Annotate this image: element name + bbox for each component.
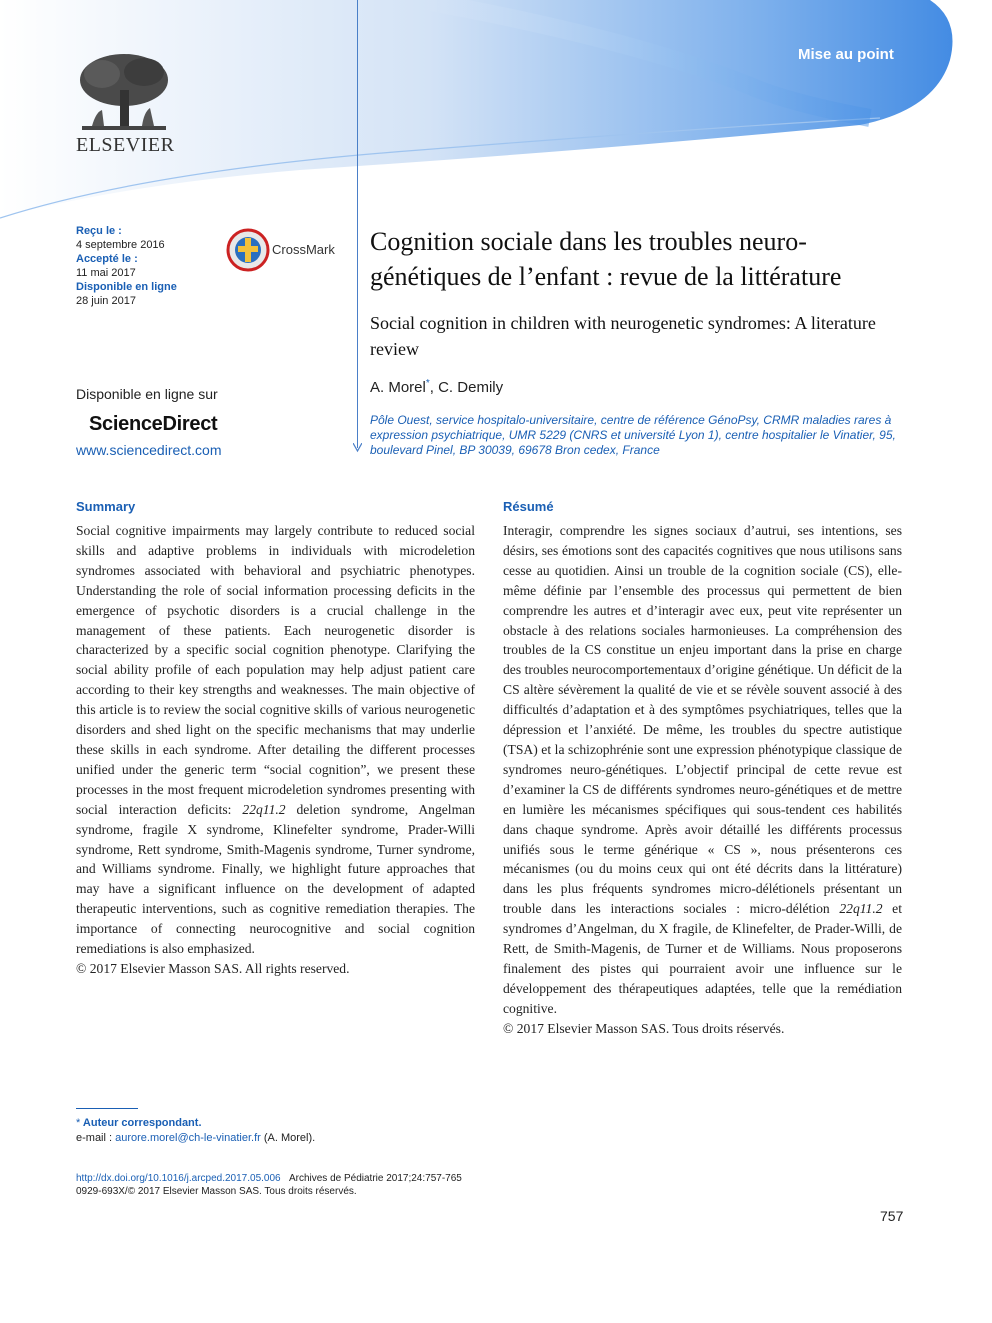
email-label: e-mail :: [76, 1132, 116, 1144]
summary-text-b: deletion syndrome, Angelman syndrome, fragile X syndrome, Klinefelter syndrome, Prader-Willi syndrome, Rett syndrome, Smith-Magenis syndrome, Turner syndrome, and Williams syndrome. Finally, we highlight future approaches that may have a significant influence on the development of adapted therapeutic interventions, such as cognitive remediation therapies. The importance of connecting neurocognitive and social cognition remediations is also emphasized.: [76, 801, 475, 957]
summary-heading: Summary: [76, 499, 136, 514]
crossmark-label: CrossMark: [272, 242, 335, 257]
email-link[interactable]: aurore.morel@ch-le-vinatier.fr: [115, 1132, 261, 1144]
email-suffix: (A. Morel).: [260, 1132, 316, 1144]
journal-citation: Archives de Pédiatrie 2017;24:757-765: [288, 1173, 462, 1184]
resume-text-b: et syndromes d’Angelman, du X fragile, de Klinefelter, de Prader-Willi, de Rett, de Smith-Magenis, de Turner et de Williams. Nous proposerons finalement des pistes qui pourraient avoir une influence sur le développement des thérapeutiques adaptées, telle que la remédiation cognitive.: [503, 901, 902, 1016]
article-title-en: Social cognition in children with neurogenetic syndromes: A literature review: [370, 313, 876, 359]
summary-text-a: Social cognitive impairments may largely contribute to reduced social skills and adaptive problems in individuals with microdeletion syndromes associated with behavioral and psychiatric phenotypes. Understanding the role of social information processing deficits in the emergence of psychotic disorders is a crucial challenge in the management of these patients. Each neurogenetic disorder is characterized by a specific social cognition phenotype. Clarifying the social ability profile of each population may help adjust patient care according to their key strengths and weaknesses. The main objective of this article is to review the social cognitive skills of various neurogenetic disorders and shed light on the specific mechanisms that may underlie these skills in each syndrome. After detailing the different processes unified under the generic term “social cognition”, we present these processes in the most frequent microdeletion syndromes presenting with social interaction deficits:: [76, 523, 475, 817]
sciencedirect-link[interactable]: www.sciencedirect.com: [76, 442, 222, 458]
accepted-date: 11 mai 2017: [76, 267, 136, 279]
page-number: 757: [880, 1208, 904, 1224]
summary-italic: 22q11.2: [242, 801, 286, 817]
summary-abstract: [76, 521, 475, 979]
accepted-label: Accepté le :: [76, 253, 138, 265]
header-divider: [357, 0, 358, 448]
citation-block: [76, 1172, 462, 1198]
resume-text-a: Interagir, comprendre les signes sociaux d’autrui, ses intentions, ses désirs, ses émotions sont des capacités cognitives que nous utilisons sans cesse au quotidien. Ainsi un trouble de la cognition sociale (CS), elle-même définie par l’ensemble des processus qui permettent de bien comprendre les autres et d’interagir avec eux, peut vite représenter un obstacle à des relations sociales harmonieuses. La compréhension des troubles de la CS constitue un enjeu important dans la prise en charge des troubles neurocomportementaux d’origine génétique. Un déficit de la CS altère sévèrement la qualité de vie et se révèle souvent associé à des difficultés d’adaptation et à des symptômes psychiatriques, telles que la dépression et l’anxiété. De même, les troubles du spectre autistique (TSA) et la schizophrénie sont une expression phénotypique classique de syndromes neuro-génétiques. L’objectif principal de cette revue est d’examiner la CS de différents syndromes neuro-génétiques et de mettre en lumière les mécanismes spécifiques qui sous-tendent ces habilités dans chaque syndrome. Après avoir détaillé les différents processus unifiés sous le terme générique « CS », nous présenterons ces mécanismes (ou du moins ceux qui ont été décrits dans la littérature) dans les plus fréquents syndromes micro-délétionels présentant un trouble dans les interactions sociales : micro-délétion: [503, 523, 902, 917]
authors: [370, 378, 503, 396]
publisher-name: ELSEVIER: [76, 134, 175, 156]
article-dates: [76, 224, 177, 308]
article-title-fr: Cognition sociale dans les troubles neuro-génétiques de l’enfant : revue de la littérature: [370, 227, 842, 291]
footnote-rule: [76, 1108, 138, 1109]
footnote: [76, 1116, 315, 1146]
availability-label: Disponible en ligne sur: [76, 386, 218, 402]
sciencedirect-logo[interactable]: ScienceDirect: [89, 413, 218, 435]
resume-heading: Résumé: [503, 499, 554, 514]
corresponding-mark[interactable]: *: [425, 378, 430, 389]
issn-line: 0929-693X/© 2017 Elsevier Masson SAS. Tous droits réservés.: [76, 1186, 357, 1197]
online-date: 28 juin 2017: [76, 295, 136, 307]
affiliation: Pôle Ouest, service hospitalo-universitaire, centre de référence GénoPsy, CRMR maladies rares à expression psychiatrique, UMR 5229 (CNRS et université Lyon 1), centre hospitalier le Vinatier, 95, boulevard Pinel, BP 30039, 69678 Bron cedex, France: [370, 413, 896, 457]
author-demily[interactable]: , C. Demily: [429, 379, 504, 396]
doi-link[interactable]: http://dx.doi.org/10.1016/j.arcped.2017.05.006: [76, 1173, 281, 1184]
footnote-mark: *: [76, 1117, 81, 1129]
received-date: 4 septembre 2016: [76, 239, 165, 251]
resume-copyright: © 2017 Elsevier Masson SAS. Tous droits réservés.: [503, 1020, 785, 1036]
author-morel[interactable]: A. Morel: [370, 379, 426, 396]
section-tag: Mise au point: [798, 46, 894, 63]
resume-abstract: [503, 521, 902, 1039]
resume-italic: 22q11.2: [839, 901, 883, 917]
footnote-label: Auteur correspondant.: [80, 1117, 202, 1129]
divider-arrow-icon: [353, 443, 362, 453]
summary-copyright: © 2017 Elsevier Masson SAS. All rights reserved.: [76, 960, 350, 976]
online-label: Disponible en ligne: [76, 281, 177, 293]
received-label: Reçu le :: [76, 225, 122, 237]
